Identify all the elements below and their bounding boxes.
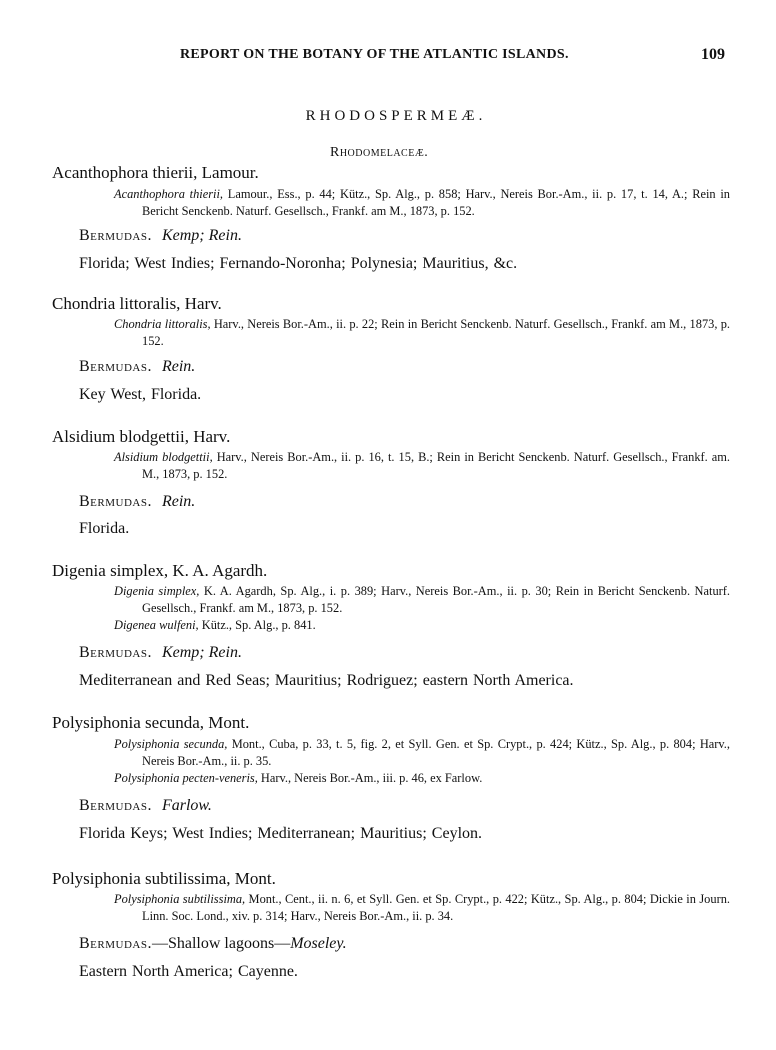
reference — [114, 770, 730, 787]
collector-names: Moseley. — [290, 935, 347, 952]
habitat-text: —Shallow lagoons— — [151, 935, 291, 952]
synonymy-references — [114, 891, 730, 925]
distribution: Mediterranean and Red Seas; Mauritius; Rodriguez; eastern North America. — [79, 672, 574, 689]
distribution: Key West, Florida. — [79, 386, 202, 403]
locality-place: Bermudas. — [79, 644, 152, 661]
synonymy-references — [114, 736, 730, 787]
species-name: Polysiphonia secunda, Mont. — [52, 713, 250, 732]
locality-line — [79, 935, 347, 953]
reference — [114, 583, 730, 617]
reference — [114, 617, 730, 634]
synonymy-references — [114, 186, 730, 220]
locality-line — [79, 358, 195, 376]
locality-place: Bermudas. — [79, 493, 152, 510]
locality-place: Bermudas. — [79, 935, 152, 952]
synonym-name: Polysiphonia subtilissima, — [114, 892, 246, 906]
synonym-name: Acanthophora thierii, — [114, 187, 224, 201]
distribution: Florida; West Indies; Fernando-Noronha; Polynesia; Mauritius, &c. — [79, 255, 518, 272]
synonym-name: Polysiphonia secunda, — [114, 737, 228, 751]
citation-text: Kütz., Sp. Alg., p. 841. — [198, 618, 316, 632]
citation-text: Mont., Cent., ii. n. 6, et Syll. Gen. et Sp. Crypt., p. 422; Kütz., Sp. Alg., p. 804; Dickie in Journ. Linn. Soc. Lond., xiv. p. 314; Harv., Nereis Bor.-Am., ii. p. 34. — [142, 892, 730, 923]
reference — [114, 186, 730, 220]
collector-names: Rein. — [161, 493, 196, 510]
synonymy-references — [114, 449, 730, 483]
collector-names: Kemp; Rein. — [161, 227, 242, 244]
reference — [114, 449, 730, 483]
synonym-name: Chondria littoralis, — [114, 317, 211, 331]
citation-text: Mont., Cuba, p. 33, t. 5, fig. 2, et Syll. Gen. et Sp. Crypt., p. 424; Kütz., Sp. Alg., p. 804; Harv., Nereis Bor.-Am., ii. p. 35. — [142, 737, 730, 768]
collector-names: Kemp; Rein. — [161, 644, 242, 661]
citation-text: Harv., Nereis Bor.-Am., ii. p. 22; Rein in Bericht Senckenb. Naturf. Gesellsch., Frankf. am M., 1873, p. 152. — [142, 317, 730, 348]
citation-text: Lamour., Ess., p. 44; Kütz., Sp. Alg., p. 858; Harv., Nereis Bor.-Am., ii. p. 17, t. 14, A.; Rein in Bericht Senckenb. Naturf. Gesellsch., Frankf. am M., 1873, p. 152. — [142, 187, 730, 218]
family-title: Rhodomelaceæ. — [330, 145, 429, 160]
species-name: Acanthophora thierii, Lamour. — [52, 163, 259, 182]
synonym-name: Digenia simplex, — [114, 584, 200, 598]
distribution: Eastern North America; Cayenne. — [79, 963, 298, 980]
locality-line — [79, 797, 212, 815]
synonymy-references — [114, 316, 730, 350]
running-head: REPORT ON THE BOTANY OF THE ATLANTIC ISLANDS. — [180, 47, 569, 62]
species-name: Digenia simplex, K. A. Agardh. — [52, 561, 268, 580]
locality-place: Bermudas. — [79, 227, 152, 244]
locality-place: Bermudas. — [79, 358, 152, 375]
citation-text: K. A. Agardh, Sp. Alg., i. p. 389; Harv., Nereis Bor.-Am., ii. p. 30; Rein in Bericht Senckenb. Naturf. Gesellsch., Frankf. am M., 1873, p. 152. — [142, 584, 730, 615]
page-number: 109 — [701, 46, 725, 63]
distribution: Florida Keys; West Indies; Mediterranean; Mauritius; Ceylon. — [79, 825, 483, 842]
section-title: RHODOSPERMEÆ. — [305, 108, 487, 124]
locality-place: Bermudas. — [79, 797, 152, 814]
distribution: Florida. — [79, 520, 130, 537]
locality-line — [79, 644, 242, 662]
synonym-name: Digenea wulfeni, — [114, 618, 199, 632]
collector-names: Farlow. — [161, 797, 212, 814]
synonym-name: Alsidium blodgettii, — [114, 450, 213, 464]
citation-text: Harv., Nereis Bor.-Am., ii. p. 16, t. 15, B.; Rein in Bericht Senckenb. Naturf. Gesellsch., Frankf. am. M., 1873, p. 152. — [142, 450, 730, 481]
reference — [114, 736, 730, 770]
citation-text: Harv., Nereis Bor.-Am., iii. p. 46, ex Farlow. — [257, 771, 483, 785]
species-name: Chondria littoralis, Harv. — [52, 294, 222, 313]
collector-names: Rein. — [161, 358, 196, 375]
locality-line — [79, 493, 195, 511]
synonym-name: Polysiphonia pecten-veneris, — [114, 771, 258, 785]
species-name: Polysiphonia subtilissima, Mont. — [52, 869, 276, 888]
reference — [114, 891, 730, 925]
synonymy-references — [114, 583, 730, 634]
species-name: Alsidium blodgettii, Harv. — [52, 427, 231, 446]
reference — [114, 316, 730, 350]
locality-line — [79, 227, 242, 245]
